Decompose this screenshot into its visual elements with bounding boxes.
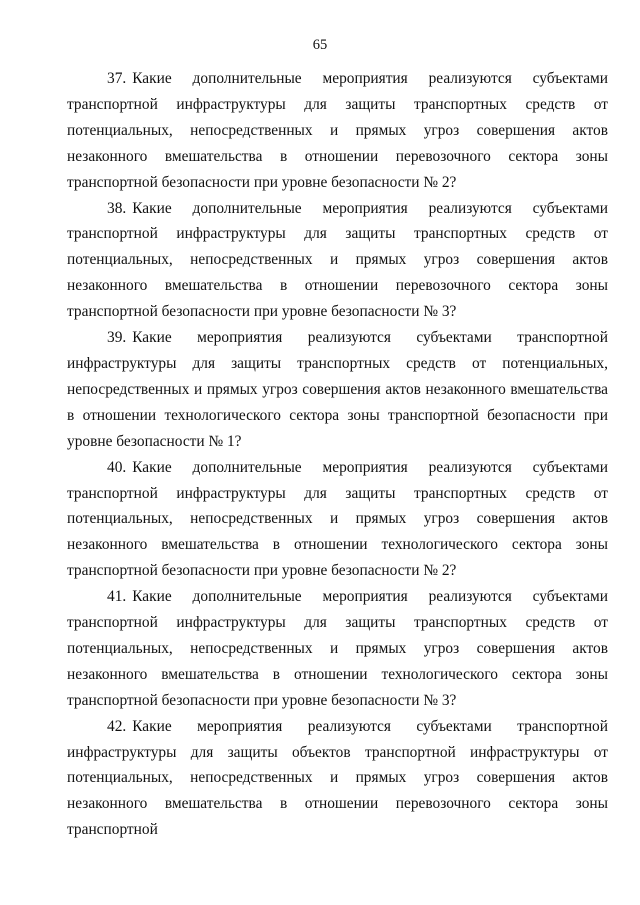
question-number: 40. [107,458,127,476]
question-number: 39. [107,329,127,347]
question-paragraph [67,455,608,585]
question-number: 37. [107,70,127,87]
question-paragraph [67,714,608,844]
question-text: Какие дополнительные мероприятия реализуются субъектами транспортной инфраструктуры для защиты транспортных средств от потенциальных, непосредственных и прямых угроз совершения актов незаконного вмешательства в отношении перевозочного сектора зоны транспортной безопасности при уровне безопасности № 2? [67,70,608,191]
document-body [67,66,608,843]
question-paragraph [67,325,608,455]
question-text: Какие мероприятия реализуются субъектами транспортной инфраструктуры для защиты объектов транспортной инфраструктуры от потенциальных, непосредственных и прямых угроз совершения актов незаконного вмешательства в отношении перевозочного сектора зоны транспортной [67,717,608,839]
question-paragraph [67,66,608,196]
question-text: Какие дополнительные мероприятия реализуются субъектами транспортной инфраструктуры для защиты транспортных средств от потенциальных, непосредственных и прямых угроз совершения актов незаконного вмешательства в отношении технологического сектора зоны транспортной безопасности при уровне безопасности № 3? [67,588,608,709]
question-paragraph [67,196,608,326]
question-number: 42. [107,717,127,735]
page-number: 65 [312,37,328,53]
question-number: 38. [107,199,127,217]
question-paragraph [67,584,608,714]
question-text: Какие дополнительные мероприятия реализуются субъектами транспортной инфраструктуры для защиты транспортных средств от потенциальных, непосредственных и прямых угроз совершения актов незаконного вмешательства в отношении технологического сектора зоны транспортной безопасности при уровне безопасности № 2? [67,458,608,580]
question-text: Какие мероприятия реализуются субъектами транспортной инфраструктуры для защиты транспортных средств от потенциальных, непосредственных и прямых угроз совершения актов незаконного вмешательства в отношении технологического сектора зоны транспортной безопасности при уровне безопасности № 1? [67,329,608,450]
question-text: Какие дополнительные мероприятия реализуются субъектами транспортной инфраструктуры для защиты транспортных средств от потенциальных, непосредственных и прямых угроз совершения актов незаконного вмешательства в отношении перевозочного сектора зоны транспортной безопасности при уровне безопасности № 3? [67,199,608,321]
question-number: 41. [107,588,127,606]
